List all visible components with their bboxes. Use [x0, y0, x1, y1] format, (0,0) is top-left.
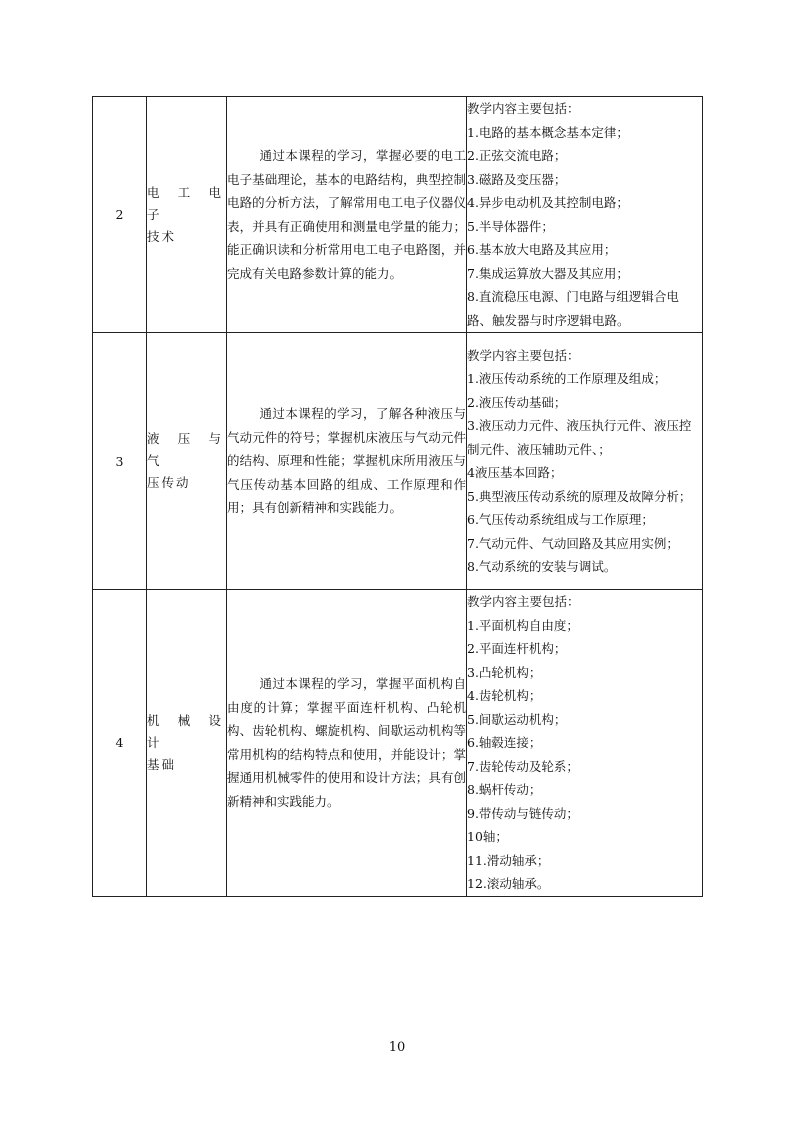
- content-line: 教学内容主要包括：: [467, 594, 580, 609]
- content-line: 7.集成运算放大器及其应用；: [467, 265, 629, 281]
- course-content: [467, 333, 703, 590]
- course-name-line: 技术: [147, 228, 177, 244]
- course-number: 3: [93, 333, 147, 590]
- content-line: 12.滚动轴承。: [467, 876, 550, 891]
- course-name-line: 压传动: [147, 475, 191, 490]
- content-line: 2.液压传动基础；: [467, 394, 567, 410]
- course-table: [92, 96, 703, 897]
- course-name-line: 基础: [147, 756, 177, 772]
- content-line: 1.电路的基本概念基本定律；: [467, 124, 629, 140]
- table-row: [93, 333, 703, 590]
- course-goal: [227, 590, 467, 897]
- course-name-line: 液 压 与 气: [147, 431, 226, 468]
- content-line: 5.典型液压传动系统的原理及故障分析；: [467, 488, 692, 504]
- content-line: 2.平面连杆机构；: [467, 641, 567, 656]
- course-name: [147, 333, 227, 590]
- content-line: 1.平面机构自由度；: [467, 617, 579, 633]
- course-name: [147, 97, 227, 333]
- course-number: 2: [93, 97, 147, 333]
- content-line: 3.液压动力元件、液压执行元件、液压控制元件、液压辅助元件、；: [467, 418, 692, 457]
- content-line: 8.蜗杆传动；: [467, 782, 542, 797]
- content-line: 7.齿轮传动及轮系；: [467, 758, 579, 774]
- course-goal-text: 通过本课程的学习，掌握必要的电工电子基础理论，基本的电路结构，典型控制电路的分析方法，了解常用电工电子仪器仪表，并具有正确使用和测量电学量的能力；能正确识读和分析常用电工电子电路图，并完成有关电路参数计算的能力。: [227, 148, 466, 281]
- content-line: 1.液压传动系统的工作原理及组成；: [467, 371, 667, 386]
- content-line: 8.直流稳压电源、门电路与组逻辑合电路、触发器与时序逻辑电路。: [467, 289, 679, 328]
- content-line: 5.间歇运动机构；: [467, 711, 567, 727]
- content-line: 3.凸轮机构；: [467, 664, 542, 680]
- course-goal-text: 通过本课程的学习，掌握平面机构自由度的计算；掌握平面连杆机构、凸轮机构、齿轮机构、螺旋机构、间歇运动机构等常用机构的结构特点和使用，并能设计；掌握通用机械零件的使用和设计方法；具有创新精神和实践能力。: [227, 676, 466, 809]
- course-name-line: 电 工 电 子: [147, 184, 226, 222]
- content-line: 教学内容主要包括：: [467, 347, 580, 363]
- content-line: 7.气动元件、气动回路及其应用实例；: [467, 535, 679, 551]
- content-line: 11.滑动轴承；: [467, 852, 550, 868]
- course-goal-text: 通过本课程的学习，了解各种液压与气动元件的符号；掌握机床液压与气动元件的结构、原理和性能；掌握机床所用液压与气压传动基本回路的组成、工作原理和作用；具有创新精神和实践能力。: [227, 406, 466, 516]
- course-content: [467, 97, 703, 333]
- course-name-line: 机 械 设 计: [147, 712, 226, 750]
- content-line: 8.气动系统的安装与调试。: [467, 559, 617, 574]
- content-line: 6.轴毂连接；: [467, 735, 542, 750]
- content-line: 6.气压传动系统组成与工作原理；: [467, 512, 654, 527]
- content-line: 6.基本放大电路及其应用；: [467, 242, 617, 257]
- table-row: [93, 590, 703, 897]
- content-line: 教学内容主要包括：: [467, 101, 580, 116]
- content-line: 4.异步电动机及其控制电路；: [467, 195, 629, 210]
- table-row: [93, 97, 703, 333]
- content-line: 4.齿轮机构；: [467, 688, 542, 703]
- content-line: 10轴；: [467, 829, 508, 844]
- course-name: [147, 590, 227, 897]
- course-content: [467, 590, 703, 897]
- course-number: 4: [93, 590, 147, 897]
- content-line: 5.半导体器件；: [467, 218, 554, 234]
- content-line: 4液压基本回路；: [467, 465, 563, 480]
- course-goal: [227, 97, 467, 333]
- content-line: 9.带传动与链传动；: [467, 805, 579, 821]
- content-line: 2.正弦交流电路；: [467, 148, 567, 163]
- course-goal: [227, 333, 467, 590]
- page-number: 10: [388, 1040, 406, 1055]
- content-line: 3.磁路及变压器；: [467, 171, 567, 187]
